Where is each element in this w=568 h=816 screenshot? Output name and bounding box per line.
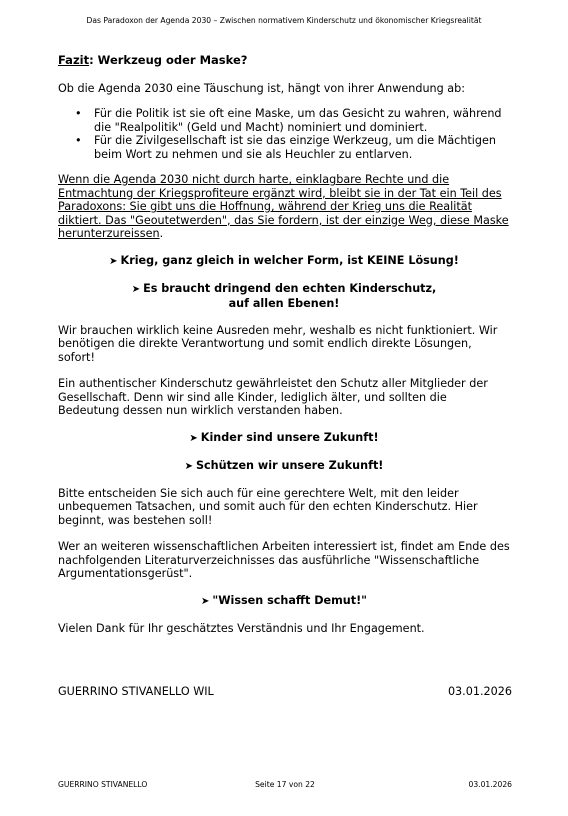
bullet-item bbox=[58, 107, 510, 134]
bullet-item bbox=[58, 134, 510, 161]
paragraph-protection: Ein authentischer Kinderschutz gewährleistet den Schutz aller Mitglieder der Gesellschaft. Denn wir sind alle Kinder, lediglich älter, und sollten die Bedeutung dessen nun wirklich verstanden haben. bbox=[58, 377, 488, 417]
main-content bbox=[58, 54, 510, 635]
paragraph-excuses: Wir brauchen wirklich keine Ausreden mehr, weshalb es nicht funktioniert. Wir benötigen die direkte Verantwortung und somit endlich direkte Lösungen, sofort! bbox=[58, 323, 498, 364]
statement-war bbox=[58, 254, 510, 269]
bullet-text: Für die Zivilgesellschaft ist sie das einzige Werkzeug, um die Mächtigen beim Wort zu nehmen und sie als Heuchler zu entlarven. bbox=[94, 134, 496, 161]
statement-child-protection bbox=[58, 282, 510, 311]
arrow-icon: ➤ bbox=[200, 595, 210, 607]
arrow-icon: ➤ bbox=[131, 283, 141, 295]
footer-author: GUERRINO STIVANELLO bbox=[58, 780, 148, 789]
bullet-dot-icon: • bbox=[75, 107, 82, 120]
statement-text: Es braucht dringend den echten Kinderschutz, bbox=[143, 281, 437, 295]
paragraph-decide: Bitte entscheiden Sie sich auch für eine gerechtere Welt, mit den leider unbequemen Tatsachen, und somit auch für den echten Kinderschutz. Hier beginnt, was bestehen soll! bbox=[58, 486, 478, 527]
statement-text: "Wissen schafft Demut!" bbox=[212, 593, 368, 607]
signature-name: GUERRINO STIVANELLO WIL bbox=[58, 685, 214, 698]
statement-text-line2: auf allen Ebenen! bbox=[228, 296, 340, 310]
section-title bbox=[58, 54, 510, 68]
bullet-text: Für die Politik ist sie oft eine Maske, um das Gesicht zu wahren, während die "Realpolitik" (Geld und Macht) nominiert und dominiert. bbox=[94, 107, 502, 134]
statement-knowledge bbox=[58, 594, 510, 609]
fazit-label: Fazit bbox=[58, 53, 90, 67]
footer-date: 03.01.2026 bbox=[468, 780, 512, 789]
statement-text: Schützen wir unsere Zukunft! bbox=[195, 458, 384, 472]
underlined-end: . bbox=[159, 227, 164, 240]
running-header: Das Paradoxon der Agenda 2030 – Zwischen normativem Kinderschutz und ökonomischer Kriegsrealität bbox=[86, 16, 482, 25]
statement-text: Krieg, ganz gleich in welcher Form, ist KEINE Lösung! bbox=[120, 253, 459, 267]
arrow-icon: ➤ bbox=[184, 460, 193, 472]
signature-row bbox=[58, 685, 512, 698]
paragraph-thanks: Vielen Dank für Ihr geschätztes Verständnis und Ihr Engagement. bbox=[58, 621, 425, 635]
bullet-dot-icon: • bbox=[75, 134, 82, 147]
arrow-icon: ➤ bbox=[189, 432, 198, 444]
signature-date: 03.01.2026 bbox=[447, 685, 512, 698]
paragraph-literature: Wer an weiteren wissenschaftlichen Arbeiten interessiert ist, findet am Ende des nachfolgenden Literaturverzeichnisses das ausführliche "Wissenschaftliche Argumentationsgerüst". bbox=[58, 540, 510, 580]
footer-page-number: Seite 17 von 22 bbox=[255, 780, 315, 789]
underlined-paragraph bbox=[58, 173, 510, 241]
statement-protect-future bbox=[58, 459, 510, 474]
statement-text: Kinder sind unsere Zukunft! bbox=[200, 430, 379, 444]
fazit-title: : Werkzeug oder Maske? bbox=[89, 53, 248, 67]
arrow-icon: ➤ bbox=[109, 255, 118, 267]
underlined-text: Wenn die Agenda 2030 nicht durch harte, einklagbare Rechte und die Entmachtung der Kriegsprofiteure ergänzt wird, bleibt sie in der Tat ein Teil des Paradoxons: Sie gibt uns die Hoffnung, während der Krieg uns die Realität diktiert. Das "Geoutetwerden", das Sie fordern, ist der einzige Weg, diese Maske herunterzureissen bbox=[58, 173, 509, 240]
bullet-list bbox=[58, 107, 510, 161]
statement-children-future bbox=[58, 431, 510, 446]
intro-paragraph: Ob die Agenda 2030 eine Täuschung ist, hängt von ihrer Anwendung ab: bbox=[58, 81, 466, 95]
